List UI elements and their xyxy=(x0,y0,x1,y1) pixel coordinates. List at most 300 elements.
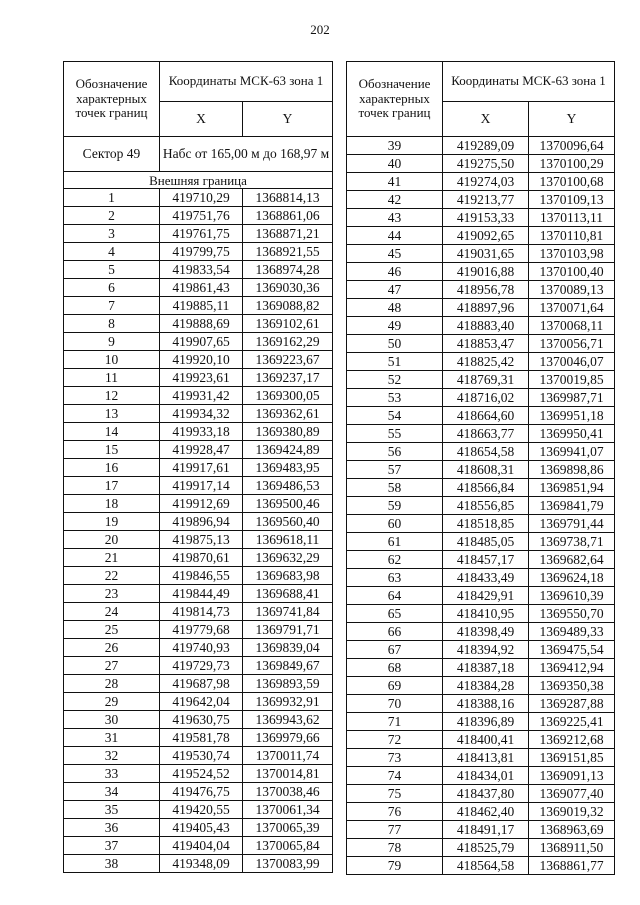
table-row xyxy=(64,513,333,531)
table-row xyxy=(347,281,615,299)
y-value-cell: 1370046,07 xyxy=(529,353,615,371)
table-row xyxy=(347,695,615,713)
y-value-cell: 1368814,13 xyxy=(243,189,333,207)
table-row xyxy=(64,783,333,801)
table-row xyxy=(64,855,333,873)
x-value-cell: 418462,40 xyxy=(443,803,529,821)
y-value-cell: 1370113,11 xyxy=(529,209,615,227)
point-number-cell: 13 xyxy=(64,405,160,423)
table-row xyxy=(64,639,333,657)
point-number-cell: 18 xyxy=(64,495,160,513)
point-number-cell: 28 xyxy=(64,675,160,693)
x-value-cell: 418564,58 xyxy=(443,857,529,875)
table-row xyxy=(64,369,333,387)
table-row xyxy=(347,353,615,371)
table-row xyxy=(64,243,333,261)
y-value-cell: 1370109,13 xyxy=(529,191,615,209)
table-row xyxy=(64,675,333,693)
table-row xyxy=(64,657,333,675)
point-number-cell: 14 xyxy=(64,423,160,441)
x-value-cell: 419530,74 xyxy=(160,747,243,765)
y-value-cell: 1369380,89 xyxy=(243,423,333,441)
point-number-cell: 68 xyxy=(347,659,443,677)
point-number-cell: 33 xyxy=(64,765,160,783)
y-value-cell: 1370096,64 xyxy=(529,137,615,155)
x-value-cell: 418485,05 xyxy=(443,533,529,551)
point-number-cell: 15 xyxy=(64,441,160,459)
y-value-cell: 1369682,64 xyxy=(529,551,615,569)
y-value-cell: 1369223,67 xyxy=(243,351,333,369)
point-number-cell: 65 xyxy=(347,605,443,623)
x-value-cell: 419844,49 xyxy=(160,585,243,603)
x-value-cell: 419761,75 xyxy=(160,225,243,243)
x-value-cell: 418853,47 xyxy=(443,335,529,353)
x-value-cell: 418434,01 xyxy=(443,767,529,785)
point-number-cell: 6 xyxy=(64,279,160,297)
y-value-cell: 1368911,50 xyxy=(529,839,615,857)
point-number-cell: 63 xyxy=(347,569,443,587)
point-number-cell: 45 xyxy=(347,245,443,263)
table-row xyxy=(347,497,615,515)
table-row xyxy=(347,641,615,659)
y-value-cell: 1369030,36 xyxy=(243,279,333,297)
table-row xyxy=(347,785,615,803)
y-value-cell: 1368974,28 xyxy=(243,261,333,279)
y-value-cell: 1369162,29 xyxy=(243,333,333,351)
table-row xyxy=(64,603,333,621)
point-number-cell: 9 xyxy=(64,333,160,351)
point-number-cell: 27 xyxy=(64,657,160,675)
x-value-cell: 419729,73 xyxy=(160,657,243,675)
y-value-cell: 1369741,84 xyxy=(243,603,333,621)
point-number-cell: 36 xyxy=(64,819,160,837)
x-value-cell: 419934,32 xyxy=(160,405,243,423)
table-row xyxy=(64,261,333,279)
x-value-cell: 419740,93 xyxy=(160,639,243,657)
table-row xyxy=(347,173,615,191)
point-number-cell: 62 xyxy=(347,551,443,569)
y-value-cell: 1369688,41 xyxy=(243,585,333,603)
point-number-cell: 55 xyxy=(347,425,443,443)
table-row xyxy=(347,317,615,335)
y-value-cell: 1370056,71 xyxy=(529,335,615,353)
y-value-cell: 1369483,95 xyxy=(243,459,333,477)
y-value-cell: 1369849,67 xyxy=(243,657,333,675)
table-row xyxy=(347,461,615,479)
x-value-cell: 418663,77 xyxy=(443,425,529,443)
height-range: Набс от 165,00 м до 168,97 м xyxy=(160,137,333,172)
table-row xyxy=(64,549,333,567)
x-value-cell: 418394,92 xyxy=(443,641,529,659)
table-row xyxy=(64,315,333,333)
point-number-cell: 61 xyxy=(347,533,443,551)
y-value-cell: 1369950,41 xyxy=(529,425,615,443)
y-value-cell: 1369932,91 xyxy=(243,693,333,711)
point-number-cell: 41 xyxy=(347,173,443,191)
table-row xyxy=(347,533,615,551)
table-row xyxy=(347,407,615,425)
table-row xyxy=(64,531,333,549)
x-value-cell: 418410,95 xyxy=(443,605,529,623)
point-number-cell: 5 xyxy=(64,261,160,279)
point-number-cell: 22 xyxy=(64,567,160,585)
table-row xyxy=(347,659,615,677)
table-row xyxy=(347,299,615,317)
y-value-cell: 1369475,54 xyxy=(529,641,615,659)
point-number-cell: 30 xyxy=(64,711,160,729)
point-number-cell: 71 xyxy=(347,713,443,731)
x-value-cell: 419581,78 xyxy=(160,729,243,747)
x-value-cell: 418664,60 xyxy=(443,407,529,425)
point-number-cell: 31 xyxy=(64,729,160,747)
x-value-cell: 419907,65 xyxy=(160,333,243,351)
point-number-cell: 69 xyxy=(347,677,443,695)
y-value-cell: 1369738,71 xyxy=(529,533,615,551)
x-value-cell: 419642,04 xyxy=(160,693,243,711)
y-value-cell: 1370068,11 xyxy=(529,317,615,335)
point-number-cell: 32 xyxy=(64,747,160,765)
y-value-cell: 1370110,81 xyxy=(529,227,615,245)
y-value-cell: 1369791,44 xyxy=(529,515,615,533)
x-value-cell: 419404,04 xyxy=(160,837,243,855)
y-value-cell: 1370014,81 xyxy=(243,765,333,783)
point-number-cell: 70 xyxy=(347,695,443,713)
y-value-cell: 1369151,85 xyxy=(529,749,615,767)
coords-title-header: Координаты МСК-63 зона 1 xyxy=(443,62,615,102)
y-value-cell: 1369851,94 xyxy=(529,479,615,497)
y-value-cell: 1369412,94 xyxy=(529,659,615,677)
table-row xyxy=(347,155,615,173)
x-value-cell: 419917,61 xyxy=(160,459,243,477)
point-number-cell: 53 xyxy=(347,389,443,407)
point-number-cell: 11 xyxy=(64,369,160,387)
x-value-cell: 418400,41 xyxy=(443,731,529,749)
table-row xyxy=(64,441,333,459)
x-value-cell: 419289,09 xyxy=(443,137,529,155)
x-value-cell: 419405,43 xyxy=(160,819,243,837)
y-value-cell: 1368861,06 xyxy=(243,207,333,225)
point-number-cell: 51 xyxy=(347,353,443,371)
point-number-cell: 21 xyxy=(64,549,160,567)
point-number-cell: 25 xyxy=(64,621,160,639)
table-row xyxy=(64,225,333,243)
x-value-cell: 419275,50 xyxy=(443,155,529,173)
y-value-cell: 1370100,68 xyxy=(529,173,615,191)
y-value-cell: 1369683,98 xyxy=(243,567,333,585)
x-value-cell: 419888,69 xyxy=(160,315,243,333)
table-row xyxy=(347,209,615,227)
table-row xyxy=(64,333,333,351)
point-number-cell: 48 xyxy=(347,299,443,317)
x-value-cell: 419274,03 xyxy=(443,173,529,191)
point-number-cell: 72 xyxy=(347,731,443,749)
table-row xyxy=(64,837,333,855)
x-value-cell: 419920,10 xyxy=(160,351,243,369)
table-row xyxy=(347,749,615,767)
table-row xyxy=(347,479,615,497)
x-value-cell: 419885,11 xyxy=(160,297,243,315)
point-number-cell: 56 xyxy=(347,443,443,461)
table-row xyxy=(64,459,333,477)
x-column-header: X xyxy=(160,102,243,137)
y-value-cell: 1369300,05 xyxy=(243,387,333,405)
y-value-cell: 1369102,61 xyxy=(243,315,333,333)
point-number-cell: 16 xyxy=(64,459,160,477)
table-row xyxy=(347,551,615,569)
table-row xyxy=(64,765,333,783)
table-row xyxy=(64,405,333,423)
table-row xyxy=(64,423,333,441)
point-number-cell: 29 xyxy=(64,693,160,711)
x-value-cell: 419630,75 xyxy=(160,711,243,729)
table-row xyxy=(64,387,333,405)
point-number-cell: 66 xyxy=(347,623,443,641)
x-value-cell: 418384,28 xyxy=(443,677,529,695)
table-row xyxy=(347,389,615,407)
coords-title-header: Координаты МСК-63 зона 1 xyxy=(160,62,333,102)
x-value-cell: 418716,02 xyxy=(443,389,529,407)
y-value-cell: 1369424,89 xyxy=(243,441,333,459)
y-value-cell: 1369951,18 xyxy=(529,407,615,425)
table-row xyxy=(64,351,333,369)
table-row xyxy=(64,567,333,585)
table-row xyxy=(347,515,615,533)
table-row xyxy=(347,191,615,209)
x-value-cell: 418388,16 xyxy=(443,695,529,713)
table-row xyxy=(64,711,333,729)
table-row xyxy=(347,371,615,389)
point-number-cell: 26 xyxy=(64,639,160,657)
y-value-cell: 1369943,62 xyxy=(243,711,333,729)
y-value-cell: 1369077,40 xyxy=(529,785,615,803)
table-row xyxy=(347,677,615,695)
table-row xyxy=(347,713,615,731)
x-value-cell: 418608,31 xyxy=(443,461,529,479)
y-value-cell: 1369287,88 xyxy=(529,695,615,713)
table-row xyxy=(64,477,333,495)
point-number-cell: 20 xyxy=(64,531,160,549)
point-number-cell: 24 xyxy=(64,603,160,621)
x-value-cell: 419031,65 xyxy=(443,245,529,263)
y-value-cell: 1370011,74 xyxy=(243,747,333,765)
x-value-cell: 418457,17 xyxy=(443,551,529,569)
designation-header: Обозначение характерных точек границ xyxy=(347,62,443,137)
y-value-cell: 1369500,46 xyxy=(243,495,333,513)
table-row xyxy=(347,425,615,443)
y-column-header: Y xyxy=(529,102,615,137)
y-value-cell: 1369839,04 xyxy=(243,639,333,657)
x-value-cell: 419799,75 xyxy=(160,243,243,261)
x-value-cell: 418883,40 xyxy=(443,317,529,335)
x-value-cell: 419870,61 xyxy=(160,549,243,567)
y-column-header: Y xyxy=(243,102,333,137)
y-value-cell: 1370100,29 xyxy=(529,155,615,173)
point-number-cell: 73 xyxy=(347,749,443,767)
point-number-cell: 50 xyxy=(347,335,443,353)
x-value-cell: 419917,14 xyxy=(160,477,243,495)
x-value-cell: 419476,75 xyxy=(160,783,243,801)
x-value-cell: 418433,49 xyxy=(443,569,529,587)
table-row xyxy=(64,495,333,513)
y-value-cell: 1370019,85 xyxy=(529,371,615,389)
y-value-cell: 1369237,17 xyxy=(243,369,333,387)
point-number-cell: 1 xyxy=(64,189,160,207)
table-row xyxy=(64,801,333,819)
table-row xyxy=(347,227,615,245)
point-number-cell: 78 xyxy=(347,839,443,857)
x-value-cell: 419153,33 xyxy=(443,209,529,227)
y-value-cell: 1369350,38 xyxy=(529,677,615,695)
point-number-cell: 57 xyxy=(347,461,443,479)
point-number-cell: 12 xyxy=(64,387,160,405)
point-number-cell: 3 xyxy=(64,225,160,243)
table-row xyxy=(347,839,615,857)
x-value-cell: 419875,13 xyxy=(160,531,243,549)
x-value-cell: 418518,85 xyxy=(443,515,529,533)
point-number-cell: 8 xyxy=(64,315,160,333)
point-number-cell: 2 xyxy=(64,207,160,225)
table-row xyxy=(347,857,615,875)
coordinates-table-left xyxy=(63,61,333,873)
table-row xyxy=(347,263,615,281)
y-value-cell: 1368871,21 xyxy=(243,225,333,243)
y-value-cell: 1370065,84 xyxy=(243,837,333,855)
point-number-cell: 60 xyxy=(347,515,443,533)
y-value-cell: 1369893,59 xyxy=(243,675,333,693)
x-value-cell: 418956,78 xyxy=(443,281,529,299)
x-value-cell: 418491,17 xyxy=(443,821,529,839)
x-value-cell: 419833,54 xyxy=(160,261,243,279)
x-value-cell: 418429,91 xyxy=(443,587,529,605)
y-value-cell: 1369362,61 xyxy=(243,405,333,423)
point-number-cell: 37 xyxy=(64,837,160,855)
table-row xyxy=(64,207,333,225)
point-number-cell: 10 xyxy=(64,351,160,369)
x-value-cell: 419710,29 xyxy=(160,189,243,207)
x-value-cell: 418825,42 xyxy=(443,353,529,371)
y-value-cell: 1370100,40 xyxy=(529,263,615,281)
point-number-cell: 34 xyxy=(64,783,160,801)
point-number-cell: 59 xyxy=(347,497,443,515)
x-value-cell: 419923,61 xyxy=(160,369,243,387)
y-value-cell: 1369791,71 xyxy=(243,621,333,639)
point-number-cell: 35 xyxy=(64,801,160,819)
point-number-cell: 67 xyxy=(347,641,443,659)
x-value-cell: 419814,73 xyxy=(160,603,243,621)
y-value-cell: 1370089,13 xyxy=(529,281,615,299)
table-row xyxy=(64,747,333,765)
point-number-cell: 52 xyxy=(347,371,443,389)
table-row xyxy=(64,621,333,639)
boundary-label: Внешняя граница xyxy=(64,172,333,189)
x-value-cell: 419348,09 xyxy=(160,855,243,873)
x-value-cell: 418654,58 xyxy=(443,443,529,461)
table-row xyxy=(64,585,333,603)
table-row xyxy=(347,803,615,821)
table-row xyxy=(347,443,615,461)
point-number-cell: 74 xyxy=(347,767,443,785)
point-number-cell: 76 xyxy=(347,803,443,821)
x-value-cell: 419016,88 xyxy=(443,263,529,281)
y-value-cell: 1369550,70 xyxy=(529,605,615,623)
sector-label: Сектор 49 xyxy=(64,137,160,172)
x-value-cell: 419896,94 xyxy=(160,513,243,531)
y-value-cell: 1369898,86 xyxy=(529,461,615,479)
right-table-body xyxy=(347,137,615,875)
point-number-cell: 49 xyxy=(347,317,443,335)
point-number-cell: 17 xyxy=(64,477,160,495)
x-value-cell: 418556,85 xyxy=(443,497,529,515)
x-value-cell: 418897,96 xyxy=(443,299,529,317)
table-row xyxy=(64,297,333,315)
x-value-cell: 419928,47 xyxy=(160,441,243,459)
x-value-cell: 418387,18 xyxy=(443,659,529,677)
table-row xyxy=(347,569,615,587)
x-value-cell: 419912,69 xyxy=(160,495,243,513)
y-value-cell: 1369225,41 xyxy=(529,713,615,731)
point-number-cell: 23 xyxy=(64,585,160,603)
y-value-cell: 1370065,39 xyxy=(243,819,333,837)
x-value-cell: 419931,42 xyxy=(160,387,243,405)
y-value-cell: 1370103,98 xyxy=(529,245,615,263)
table-row xyxy=(347,821,615,839)
y-value-cell: 1370061,34 xyxy=(243,801,333,819)
point-number-cell: 40 xyxy=(347,155,443,173)
point-number-cell: 64 xyxy=(347,587,443,605)
point-number-cell: 46 xyxy=(347,263,443,281)
y-value-cell: 1369212,68 xyxy=(529,731,615,749)
y-value-cell: 1369941,07 xyxy=(529,443,615,461)
point-number-cell: 7 xyxy=(64,297,160,315)
x-value-cell: 419933,18 xyxy=(160,423,243,441)
point-number-cell: 43 xyxy=(347,209,443,227)
y-value-cell: 1369841,79 xyxy=(529,497,615,515)
x-value-cell: 419420,55 xyxy=(160,801,243,819)
y-value-cell: 1369632,29 xyxy=(243,549,333,567)
page-number: 202 xyxy=(310,22,330,37)
table-row xyxy=(347,767,615,785)
x-column-header: X xyxy=(443,102,529,137)
y-value-cell: 1369560,40 xyxy=(243,513,333,531)
x-value-cell: 419687,98 xyxy=(160,675,243,693)
y-value-cell: 1369624,18 xyxy=(529,569,615,587)
x-value-cell: 418413,81 xyxy=(443,749,529,767)
x-value-cell: 419779,68 xyxy=(160,621,243,639)
y-value-cell: 1368963,69 xyxy=(529,821,615,839)
point-number-cell: 42 xyxy=(347,191,443,209)
point-number-cell: 79 xyxy=(347,857,443,875)
y-value-cell: 1368921,55 xyxy=(243,243,333,261)
x-value-cell: 419861,43 xyxy=(160,279,243,297)
point-number-cell: 75 xyxy=(347,785,443,803)
x-value-cell: 419846,55 xyxy=(160,567,243,585)
point-number-cell: 38 xyxy=(64,855,160,873)
y-value-cell: 1369486,53 xyxy=(243,477,333,495)
point-number-cell: 19 xyxy=(64,513,160,531)
x-value-cell: 418396,89 xyxy=(443,713,529,731)
table-row xyxy=(347,245,615,263)
y-value-cell: 1369987,71 xyxy=(529,389,615,407)
table-row xyxy=(64,279,333,297)
table-row xyxy=(347,137,615,155)
x-value-cell: 418398,49 xyxy=(443,623,529,641)
coordinates-table-right xyxy=(346,61,615,875)
table-row xyxy=(347,587,615,605)
y-value-cell: 1369019,32 xyxy=(529,803,615,821)
table-row xyxy=(347,623,615,641)
y-value-cell: 1370038,46 xyxy=(243,783,333,801)
point-number-cell: 77 xyxy=(347,821,443,839)
